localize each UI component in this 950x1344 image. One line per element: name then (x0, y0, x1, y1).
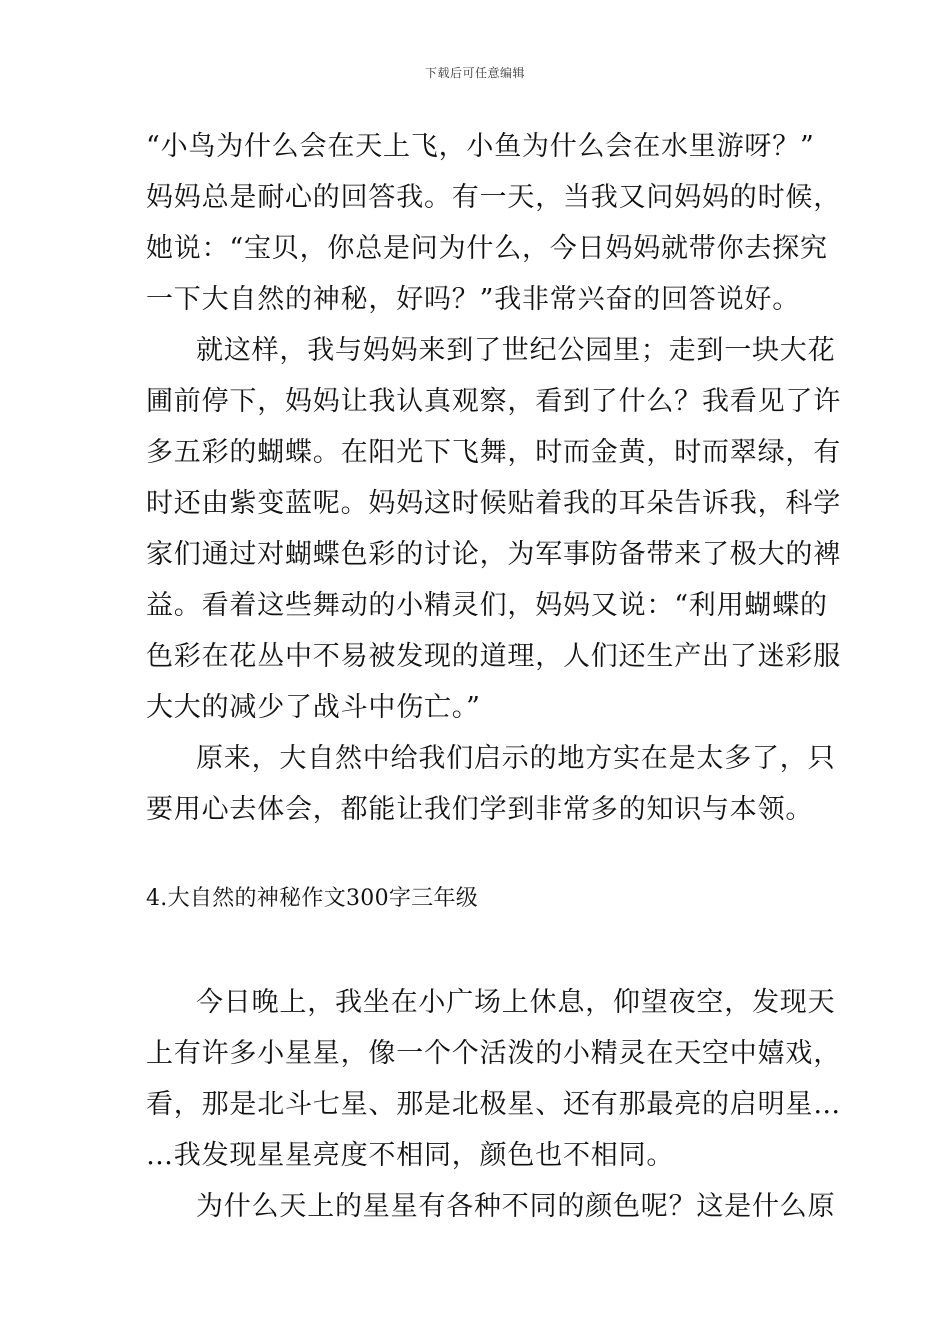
paragraph-1-line-4: 一下大自然的神秘，好吗？”我非常兴奋的回答说好。 (146, 284, 801, 315)
paragraph-2-line-5: 家们通过对蝴蝶色彩的讨论，为军事防备带来了极大的裨 (146, 539, 841, 570)
paragraph-2-line-8: 大大的减少了战斗中伤亡。” (146, 692, 481, 723)
paragraph-1-line-3: 她说：“宝贝，你总是问为什么，今日妈妈就带你去探究 (146, 233, 828, 264)
paragraph-1-line-1: “小鸟为什么会在天上飞，小鱼为什么会在水里游呀？” (146, 131, 815, 162)
section-paragraph-1-line-1: 今日晚上，我坐在小广场上休息，仰望夜空，发现天 (196, 987, 836, 1018)
section-title: 4.大自然的神秘作文300字三年级 (146, 886, 479, 911)
paragraph-2-line-7: 色彩在花丛中不易被发现的道理，人们还生产出了迷彩服 (146, 641, 841, 672)
paragraph-1-line-2: 妈妈总是耐心的回答我。有一天，当我又问妈妈的时候， (146, 182, 841, 213)
section-paragraph-1-line-2: 上有许多小星星，像一个个活泼的小精灵在天空中嬉戏， (146, 1038, 841, 1069)
page-header: 下载后可任意编辑 (424, 66, 525, 80)
paragraph-2-line-6: 益。看着这些舞动的小精灵们，妈妈又说：“利用蝴蝶的 (146, 590, 828, 621)
section-paragraph-1-line-4: …我发现星星亮度不相同，颜色也不相同。 (146, 1140, 675, 1171)
paragraph-2-line-4: 时还由紫变蓝呢。妈妈这时候贴着我的耳朵告诉我，科学 (146, 488, 841, 519)
section-paragraph-2-line-1: 为什么天上的星星有各种不同的颜色呢？这是什么原 (196, 1191, 836, 1222)
paragraph-3-line-1: 原来，大自然中给我们启示的地方实在是太多了，只 (196, 743, 836, 774)
paragraph-2-line-3: 多五彩的蝴蝶。在阳光下飞舞，时而金黄，时而翠绿，有 (146, 437, 841, 468)
section-paragraph-1-line-3: 看，那是北斗七星、那是北极星、还有那最亮的启明星… (146, 1089, 841, 1120)
paragraph-3-line-2: 要用心去体会，都能让我们学到非常多的知识与本领。 (146, 794, 814, 825)
paragraph-2-line-1: 就这样，我与妈妈来到了世纪公园里；走到一块大花 (196, 335, 836, 366)
paragraph-2-line-2: 圃前停下，妈妈让我认真观察，看到了什么？我看见了许 (146, 386, 841, 417)
